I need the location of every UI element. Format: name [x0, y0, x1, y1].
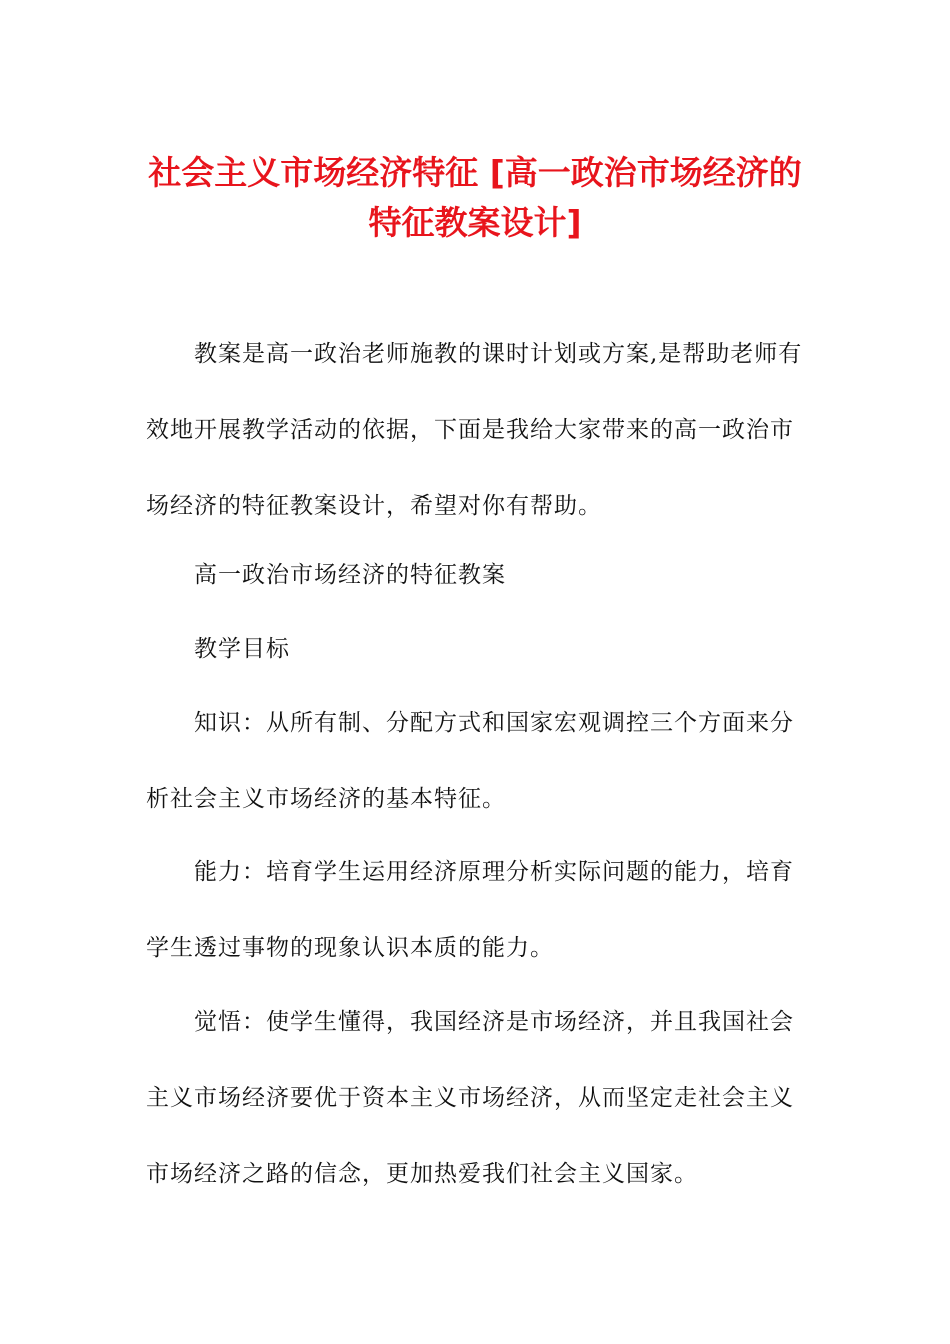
awareness-paragraph	[146, 984, 806, 1212]
paragraph-line: 知识：从所有制、分配方式和国家宏观调控三个方面来分	[194, 710, 794, 736]
title-line-1: 社会主义市场经济特征 [高一政治市场经济的	[148, 153, 802, 192]
paragraph-line: 高一政治市场经济的特征教案	[194, 562, 506, 588]
teaching-goals-heading	[146, 611, 806, 687]
ability-paragraph	[146, 834, 806, 986]
paragraph-line: 学生透过事物的现象认识本质的能力。	[146, 935, 554, 961]
paragraph-line: 觉悟：使学生懂得，我国经济是市场经济，并且我国社会	[194, 1009, 794, 1035]
title-line-2: 特征教案设计]	[368, 203, 582, 242]
intro-paragraph	[146, 316, 806, 544]
paragraph-line: 析社会主义市场经济的基本特征。	[146, 786, 506, 812]
knowledge-paragraph	[146, 685, 806, 837]
paragraph-line: 主义市场经济要优于资本主义市场经济，从而坚定走社会主义	[146, 1085, 794, 1111]
document-title	[120, 148, 830, 248]
paragraph-line: 能力：培育学生运用经济原理分析实际问题的能力，培育	[194, 859, 794, 885]
paragraph-line: 教案是高一政治老师施教的课时计划或方案,是帮助老师有	[194, 341, 803, 367]
paragraph-line: 市场经济之路的信念，更加热爱我们社会主义国家。	[146, 1161, 698, 1187]
lesson-plan-heading	[146, 537, 806, 613]
paragraph-line: 效地开展教学活动的依据，下面是我给大家带来的高一政治市	[146, 417, 794, 443]
paragraph-line: 场经济的特征教案设计，希望对你有帮助。	[146, 493, 602, 519]
paragraph-line: 教学目标	[194, 636, 290, 662]
